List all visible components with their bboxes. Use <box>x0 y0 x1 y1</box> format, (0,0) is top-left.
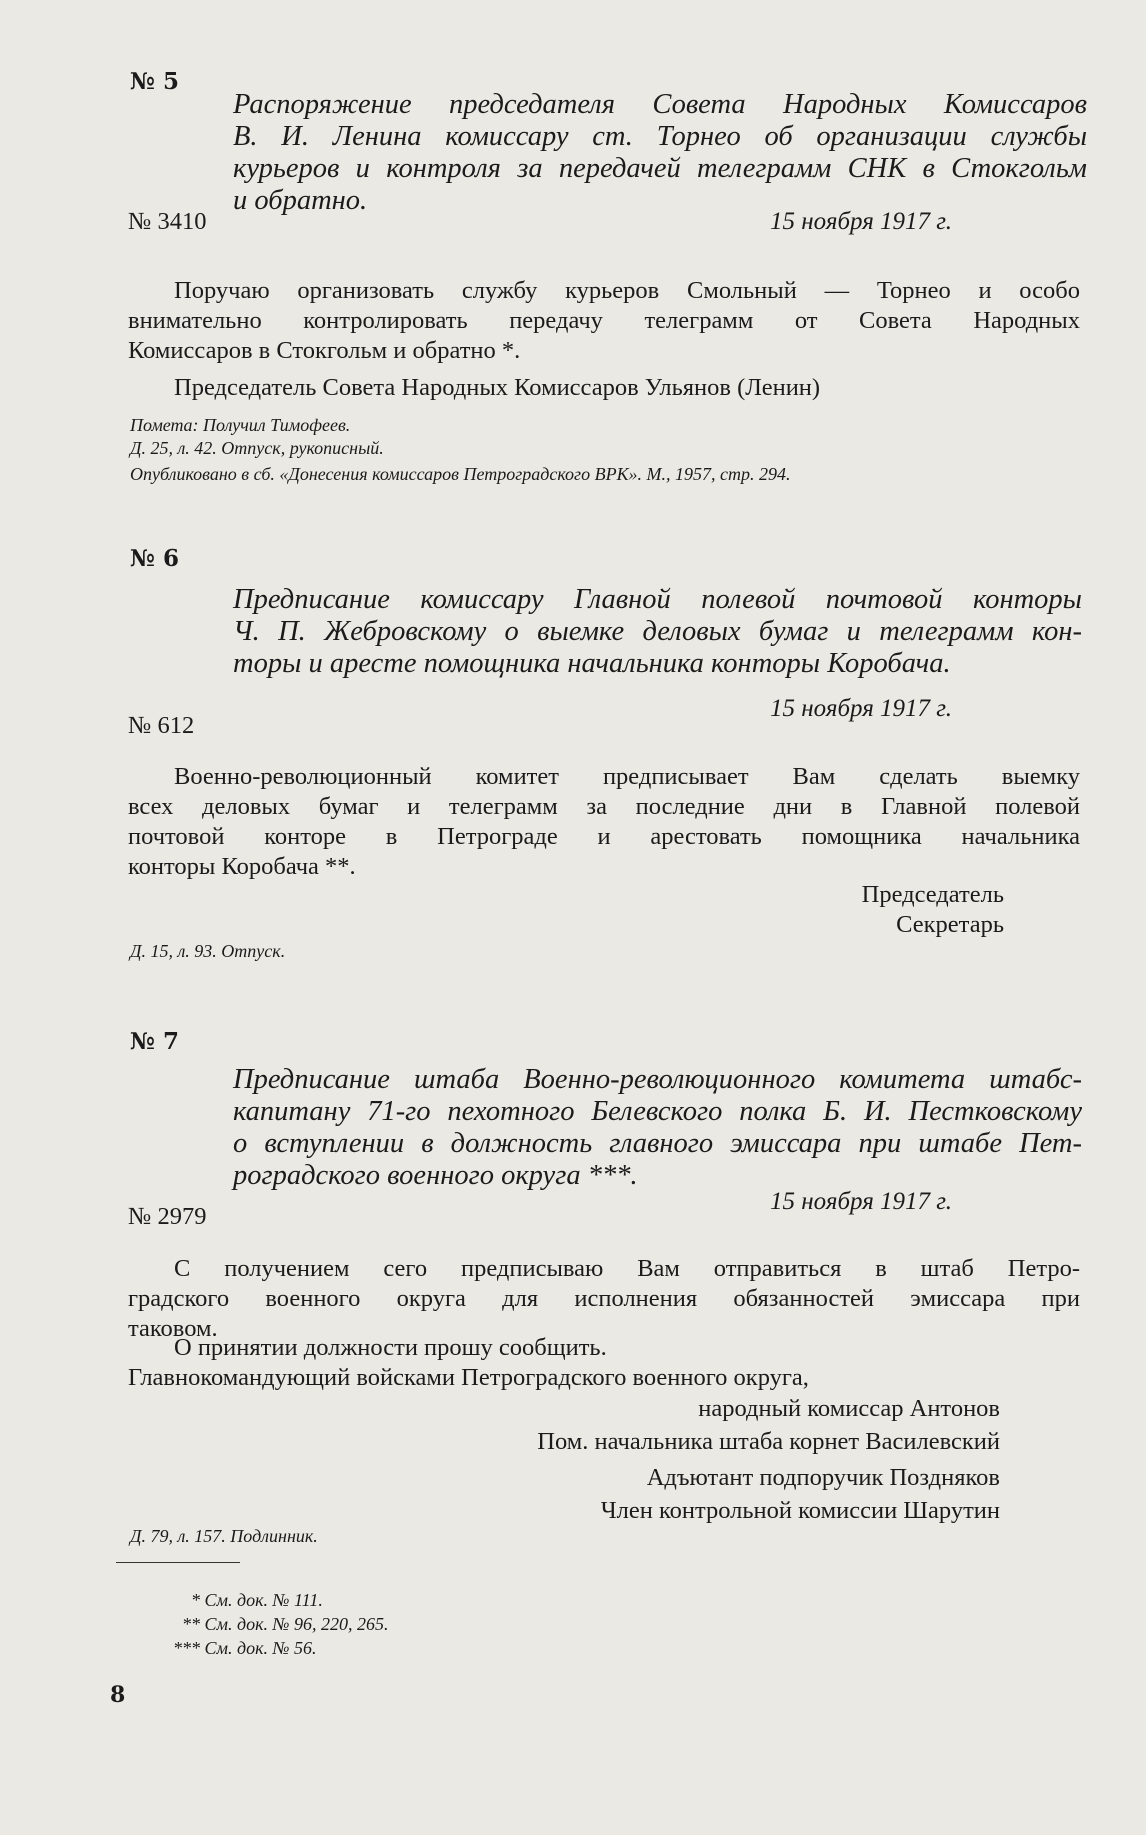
doc7-body <box>128 1254 1080 1344</box>
doc6-sign-chairman: Председатель <box>861 881 1004 908</box>
doc5-title-line: В. И. Ленина комиссару ст. Торнео об организации службы <box>233 121 1087 152</box>
doc5-note-published: Опубликовано в сб. «Донесения комиссаров Петроградского ВРК». М., 1957, стр. 294. <box>130 464 791 484</box>
footnote-item: *** См. док. № 56. <box>173 1638 317 1658</box>
doc5-body-line: Комиссаров в Стокгольм и обратно *. <box>128 337 521 364</box>
page-number: 8 <box>110 1682 126 1708</box>
doc5-title <box>233 89 1087 217</box>
doc5-date: 15 ноября 1917 г. <box>770 208 952 235</box>
doc6-sign-secretary: Секретарь <box>896 911 1004 938</box>
footnote-divider <box>116 1562 240 1563</box>
doc7-sign-commander: Главнокомандующий войсками Петроградского военного округа, <box>128 1364 809 1391</box>
doc6-body-line: конторы Коробача **. <box>128 853 356 880</box>
doc7-body-line: градского военного округа для исполнения обязанностей эмиссара при <box>128 1285 1080 1312</box>
doc6-title-line: Предписание комиссару Главной полевой почтовой конторы <box>233 584 1082 615</box>
doc5-title-line: курьеров и контроля за передачей телеграмм СНК в Стокгольм <box>233 153 1087 184</box>
doc7-label: № 7 <box>130 1028 180 1055</box>
footnote-item: * См. док. № 111. <box>191 1590 323 1610</box>
doc5-title-line: Распоряжение председателя Совета Народных Комиссаров <box>233 89 1087 120</box>
doc6-body-line: Военно-революционный комитет предписывает Вам сделать выемку <box>174 763 1080 790</box>
doc6-label: № 6 <box>130 545 180 572</box>
doc6-note-archive: Д. 15, л. 93. Отпуск. <box>130 941 286 961</box>
doc7-title <box>233 1064 1082 1192</box>
doc5-title-line: и обратно. <box>233 185 368 216</box>
doc5-label: № 5 <box>130 68 180 95</box>
doc7-sign-control: Член контрольной комиссии Шарутин <box>600 1497 1000 1524</box>
doc6-date: 15 ноября 1917 г. <box>770 695 952 722</box>
doc7-sign-adjutant: Адъютант подпоручик Поздняков <box>646 1464 1000 1491</box>
footnote-item: ** См. док. № 96, 220, 265. <box>182 1614 389 1634</box>
doc6-title-line: торы и аресте помощника начальника конторы Коробача. <box>233 648 951 679</box>
doc5-note-received: Пометa: Получил Тимофеев. <box>130 415 351 435</box>
doc5-body <box>128 276 1080 366</box>
doc7-body-request: О принятии должности прошу сообщить. <box>174 1334 607 1361</box>
doc7-sign-staff: Пом. начальника штаба корнет Василевский <box>537 1428 1000 1455</box>
doc6-body <box>128 762 1080 882</box>
doc7-body-line: таковом. <box>128 1315 218 1342</box>
doc6-number: № 612 <box>128 712 195 739</box>
doc6-body-line: почтовой конторе в Петрограде и арестовать помощника начальника <box>128 823 1080 850</box>
doc7-body-line: С получением сего предписываю Вам отправиться в штаб Петро- <box>174 1255 1080 1282</box>
footnote-list <box>150 1589 389 1661</box>
doc6-title-line: Ч. П. Жебровскому о выемке деловых бумаг и телеграмм кон- <box>233 616 1082 647</box>
doc6-title <box>233 584 1082 680</box>
doc5-number: № 3410 <box>128 208 207 235</box>
doc6-body-line: всех деловых бумаг и телеграмм за последние дни в Главной полевой <box>128 793 1080 820</box>
doc7-sign-commissar: народный комиссар Антонов <box>698 1395 1000 1422</box>
doc7-title-line: роградского военного округа ***. <box>233 1160 638 1191</box>
doc7-title-line: о вступлении в должность главного эмиссара при штабе Пет- <box>233 1128 1082 1159</box>
doc7-title-line: капитану 71-го пехотного Белевского полка Б. И. Пестковскому <box>233 1096 1082 1127</box>
doc7-date: 15 ноября 1917 г. <box>770 1188 952 1215</box>
doc7-number: № 2979 <box>128 1203 207 1230</box>
doc5-note-archive: Д. 25, л. 42. Отпуск, рукописный. <box>130 438 384 458</box>
doc5-body-line: внимательно контролировать передачу телеграмм от Совета Народных <box>128 307 1080 334</box>
doc5-signature: Председатель Совета Народных Комиссаров Ульянов (Ленин) <box>174 374 821 401</box>
doc7-note-archive: Д. 79, л. 157. Подлинник. <box>130 1526 318 1546</box>
doc7-title-line: Предписание штаба Военно-революционного комитета штабс- <box>233 1064 1082 1095</box>
doc5-body-line: Поручаю организовать службу курьеров Смольный — Торнео и особо <box>174 277 1080 304</box>
